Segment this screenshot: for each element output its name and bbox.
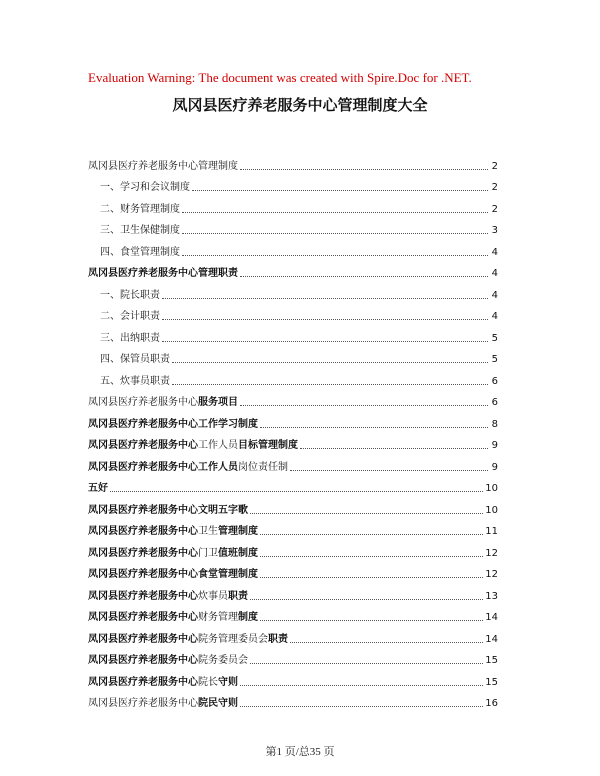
toc-page-number: 10 [485,483,498,494]
toc-entry-title [88,634,288,646]
toc-page-number: 5 [491,354,498,365]
toc-entry-title [88,333,160,345]
toc-dot-leader [290,641,483,643]
toc-dot-leader [240,275,488,277]
toc-entry[interactable] [88,624,498,646]
toc-entry-title-part: 院民守则 [198,698,238,709]
toc-entry-title [88,483,108,495]
toc-entry-title [88,161,238,173]
toc-dot-leader [162,340,488,342]
toc-entry-title-part: 工作人员 [198,440,238,451]
toc-dot-leader [300,447,488,449]
toc-entry[interactable] [88,194,498,216]
toc-page-number: 3 [491,225,498,236]
toc-entry-title-part: 凤冈县医疗养老服务中心食堂管理制度 [88,569,258,580]
toc-dot-leader [240,168,488,170]
toc-dot-leader [182,232,488,234]
toc-entry-title [88,591,248,603]
toc-entry-title-part: 一、学习和会议制度 [100,182,190,193]
toc-entry[interactable] [88,474,498,496]
toc-dot-leader [240,705,483,707]
toc-page-number: 6 [491,397,498,408]
toc-dot-leader [290,469,488,471]
toc-dot-leader [260,555,483,557]
toc-entry-title-part: 职责 [228,590,248,602]
toc-page-number: 14 [485,612,498,623]
toc-entry-title-part: 三、卫生保健制度 [100,225,180,236]
toc-entry-title-part: 凤冈县医疗养老服务中心 [88,633,198,645]
toc-entry-title [88,419,258,431]
toc-page-number: 8 [491,418,498,430]
toc-entry[interactable] [88,538,498,560]
toc-dot-leader [250,512,483,514]
toc-entry-title [88,677,238,689]
toc-page-number: 14 [485,633,498,645]
toc-entry-title-part: 凤冈县医疗养老服务中心文明五字歌 [88,504,248,516]
toc-page-number: 12 [485,569,498,580]
toc-page-number: 2 [491,182,498,193]
toc-entry[interactable] [88,216,498,238]
toc-entry-title-part: 五、炊事员职责 [100,375,170,387]
toc-entry-title [88,225,180,237]
table-of-contents [88,151,498,710]
toc-page-number: 13 [485,590,498,602]
toc-entry-title-part: 凤冈县医疗养老服务中心 [88,440,198,451]
toc-entry-title-part: 守则 [218,676,238,688]
toc-entry-title-part: 凤冈县医疗养老服务中心 [88,590,198,602]
toc-entry-title-part: 凤冈县医疗养老服务中心 [88,397,198,408]
toc-entry-title-part: 值班制度 [218,547,258,559]
toc-entry-title-part: 凤冈县医疗养老服务中心 [88,526,198,537]
toc-dot-leader [172,361,488,363]
toc-entry-title-part: 凤冈县医疗养老服务中心 [88,612,198,623]
toc-dot-leader [250,662,483,664]
toc-entry-title-part: 凤冈县医疗养老服务中心 [88,698,198,709]
toc-entry-title [88,376,170,388]
toc-entry-title [88,204,180,216]
toc-entry-title [88,268,238,280]
toc-entry[interactable] [88,646,498,668]
toc-page-number: 6 [491,375,498,387]
toc-entry-title-part: 制度 [238,612,258,623]
toc-dot-leader [192,189,488,191]
toc-dot-leader [162,297,488,299]
toc-entry-title-part: 凤冈县医疗养老服务中心 [88,676,198,688]
toc-entry-title-part: 炊事员 [198,590,228,602]
toc-entry[interactable] [88,259,498,281]
toc-page-number: 11 [485,526,498,537]
toc-entry-title-part: 二、会计职责 [100,311,160,322]
toc-dot-leader [182,254,488,256]
toc-entry-title [88,311,160,323]
toc-dot-leader [110,490,483,492]
toc-entry[interactable] [88,560,498,582]
toc-page-number: 10 [485,504,498,516]
toc-entry[interactable] [88,689,498,711]
toc-page-number: 16 [485,698,498,709]
toc-entry[interactable] [88,388,498,410]
toc-entry-title-part: 院长 [198,676,218,688]
toc-entry-title-part: 凤冈县医疗养老服务中心 [88,547,198,559]
toc-entry-title [88,569,258,581]
toc-page-number: 15 [485,676,498,688]
toc-entry[interactable] [88,151,498,173]
toc-entry-title-part: 服务项目 [198,397,238,408]
document-title: 凤冈县医疗养老服务中心管理制度大全 [172,96,428,114]
toc-page-number: 9 [491,440,498,451]
toc-entry-title [88,655,248,667]
evaluation-warning: Evaluation Warning: The document was created with Spire.Doc for .NET. [88,70,472,85]
toc-dot-leader [172,383,488,385]
toc-entry[interactable] [88,667,498,689]
toc-entry-title-part: 院务委员会 [198,655,248,666]
toc-entry[interactable] [88,366,498,388]
toc-entry-title [88,440,298,452]
toc-dot-leader [260,426,488,428]
toc-page-number: 15 [485,655,498,666]
toc-entry-title-part: 卫生 [198,526,218,537]
toc-entry-title-part: 凤冈县医疗养老服务中心工作人员 [88,461,238,473]
toc-entry-title [88,247,180,259]
toc-entry[interactable] [88,409,498,431]
toc-dot-leader [260,576,483,578]
toc-dot-leader [240,404,488,406]
toc-entry-title-part: 一、院长职责 [100,289,160,301]
toc-entry-title-part: 凤冈县医疗养老服务中心 [88,655,198,666]
toc-page-number: 4 [491,246,498,258]
toc-entry[interactable] [88,323,498,345]
toc-entry[interactable] [88,237,498,259]
toc-page-number: 12 [485,547,498,559]
toc-entry[interactable] [88,517,498,539]
toc-entry-title-part: 职责 [268,633,288,645]
toc-entry[interactable] [88,345,498,367]
toc-dot-leader [250,598,483,600]
toc-entry-title [88,548,258,560]
toc-entry[interactable] [88,495,498,517]
toc-entry-title-part: 四、食堂管理制度 [100,246,180,258]
page-footer: 第1 页/总35 页 [265,746,335,758]
toc-entry-title [88,354,170,366]
toc-dot-leader [260,533,483,535]
toc-page-number: 4 [491,311,498,322]
toc-entry-title [88,182,190,194]
toc-entry[interactable] [88,581,498,603]
toc-entry[interactable] [88,431,498,453]
toc-entry-title-part: 院务管理委员会 [198,633,268,645]
toc-entry-title-part: 三、出纳职责 [100,332,160,344]
toc-dot-leader [240,684,483,686]
toc-entry[interactable] [88,302,498,324]
toc-entry[interactable] [88,452,498,474]
toc-entry-title [88,698,238,710]
toc-entry-title-part: 五好 [88,483,108,494]
toc-entry-title-part: 二、财务管理制度 [100,203,180,215]
toc-entry-title-part: 门卫 [198,547,218,559]
toc-page-number: 9 [491,461,498,473]
toc-entry-title-part: 四、保管员职责 [100,354,170,365]
toc-entry-title-part: 管理制度 [218,526,258,537]
toc-page-number: 4 [491,268,498,279]
toc-entry-title-part: 凤冈县医疗养老服务中心工作学习制度 [88,418,258,430]
toc-page-number: 2 [491,203,498,215]
toc-entry-title-part: 凤冈县医疗养老服务中心管理职责 [88,268,238,279]
toc-entry-title [88,462,288,474]
toc-entry-title [88,612,258,624]
toc-dot-leader [162,318,488,320]
toc-entry-title [88,526,258,538]
toc-entry[interactable] [88,280,498,302]
toc-entry-title [88,397,238,409]
toc-entry[interactable] [88,173,498,195]
toc-entry-title [88,290,160,302]
toc-page-number: 5 [491,332,498,344]
toc-entry-title [88,505,248,517]
toc-entry-title-part: 财务管理 [198,612,238,623]
toc-entry-title-part: 岗位责任制 [238,461,288,473]
toc-page-number: 4 [491,289,498,301]
toc-dot-leader [260,619,483,621]
toc-dot-leader [182,211,488,213]
toc-entry-title-part: 目标管理制度 [238,440,298,451]
toc-page-number: 2 [491,160,498,172]
toc-entry[interactable] [88,603,498,625]
toc-entry-title-part: 凤冈县医疗养老服务中心管理制度 [88,160,238,172]
